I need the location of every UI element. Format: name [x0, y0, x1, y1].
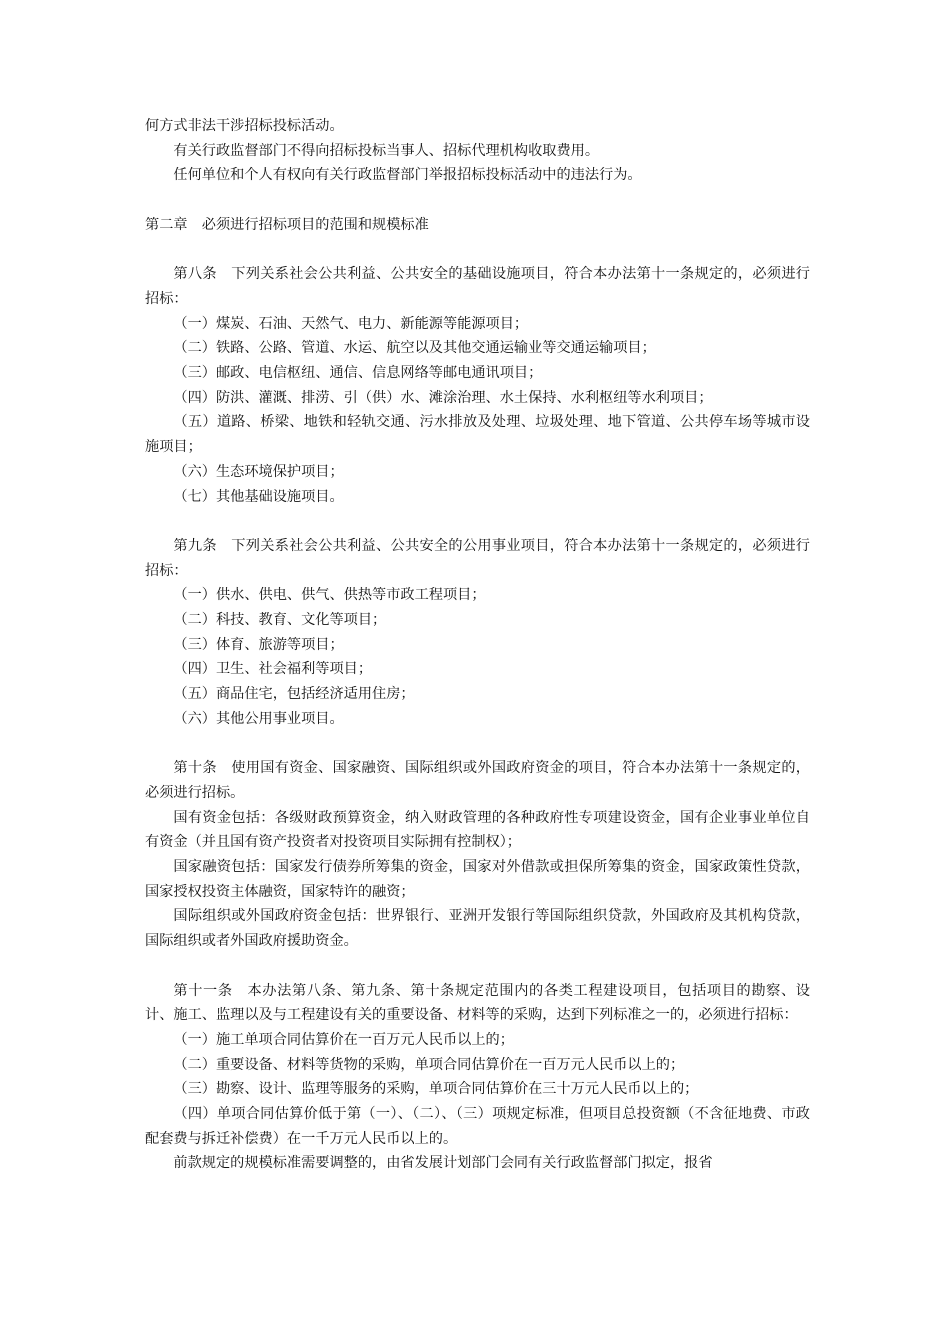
intro-line-1: 何方式非法干涉招标投标活动。: [145, 118, 344, 134]
document-page: [145, 114, 810, 1176]
article-9: [145, 534, 810, 732]
article-9-item: （五）商品住宅，包括经济适用住房；: [173, 686, 415, 703]
intro-line-3: 任何单位和个人有权向有关行政监督部门举报招标投标活动中的违法行为。: [173, 167, 642, 184]
article-8-title: 第八条 下列关系社会公共利益、公共安全的基础设施项目，符合本办法第十一条规定的，必须进行招标：: [145, 266, 810, 307]
article-11-paragraph: 前款规定的规模标准需要调整的，由省发展计划部门会同有关行政监督部门拟定，报省: [173, 1155, 713, 1172]
article-8-item: （四）防洪、灌溉、排涝、引（供）水、滩涂治理、水土保持、水利枢纽等水利项目；: [173, 389, 713, 406]
article-11: [145, 979, 810, 1177]
article-8-item: （七）其他基础设施项目。: [173, 488, 344, 505]
spacer: [145, 732, 810, 757]
article-8-item: （一）煤炭、石油、天然气、电力、新能源等能源项目；: [173, 315, 529, 332]
chapter-heading: 第二章 必须进行招标项目的范围和规模标准: [145, 216, 429, 233]
article-9-item: （四）卫生、社会福利等项目；: [173, 661, 373, 678]
article-10-paragraph: 国际组织或外国政府资金包括：世界银行、亚洲开发银行等国际组织贷款，外国政府及其机构贷款，国际组织或者外国政府援助资金。: [145, 908, 810, 950]
spacer: [145, 238, 810, 263]
article-10: [145, 756, 810, 954]
article-9-item: （三）体育、旅游等项目；: [173, 636, 344, 653]
article-8-item: （二）铁路、公路、管道、水运、航空以及其他交通运输业等交通运输项目；: [173, 340, 656, 357]
article-11-item: （一）施工单项合同估算价在一百万元人民币以上的；: [173, 1031, 514, 1048]
article-9-item: （二）科技、教育、文化等项目；: [173, 612, 387, 629]
article-9-item: （一）供水、供电、供气、供热等市政工程项目；: [173, 587, 486, 604]
article-11-title: 第十一条 本办法第八条、第九条、第十条规定范围内的各类工程建设项目，包括项目的勘察、设计、施工、监理以及与工程建设有关的重要设备、材料等的采购，达到下列标准之一的，必须进行招标：: [145, 982, 810, 1024]
article-8-item: （五）道路、桥梁、地铁和轻轨交通、污水排放及处理、垃圾处理、地下管道、公共停车场等城市设施项目；: [145, 414, 810, 456]
article-9-item: （六）其他公用事业项目。: [173, 710, 344, 727]
article-10-paragraph: 国家融资包括：国家发行债券所筹集的资金，国家对外借款或担保所筹集的资金，国家政策性贷款，国家授权投资主体融资，国家特许的融资；: [145, 859, 810, 900]
spacer: [145, 954, 810, 979]
article-8: [145, 262, 810, 509]
article-11-item: （二）重要设备、材料等货物的采购，单项合同估算价在一百万元人民币以上的；: [173, 1056, 685, 1073]
article-11-item: （四）单项合同估算价低于第（一）、（二）、（三）项规定标准，但项目总投资额（不含征地费、市政配套费与拆迁补偿费）在一千万元人民币以上的。: [145, 1106, 810, 1147]
article-8-item: （六）生态环境保护项目；: [173, 463, 344, 480]
intro-line-2: 有关行政监督部门不得向招标投标当事人、招标代理机构收取费用。: [173, 142, 600, 159]
article-9-title: 第九条 下列关系社会公共利益、公共安全的公用事业项目，符合本办法第十一条规定的，必须进行招标：: [145, 537, 810, 579]
article-11-item: （三）勘察、设计、监理等服务的采购，单项合同估算价在三十万元人民币以上的；: [173, 1081, 699, 1098]
article-8-item: （三）邮政、电信枢纽、通信、信息网络等邮电通讯项目；: [173, 365, 543, 381]
article-10-title: 第十条 使用国有资金、国家融资、国际组织或外国政府资金的项目，符合本办法第十一条规定的，必须进行招标。: [145, 760, 810, 801]
spacer: [145, 188, 810, 213]
article-10-paragraph: 国有资金包括：各级财政预算资金，纳入财政管理的各种政府性专项建设资金，国有企业事业单位自有资金（并且国有资产投资者对投资项目实际拥有控制权）；: [145, 809, 810, 851]
spacer: [145, 509, 810, 534]
